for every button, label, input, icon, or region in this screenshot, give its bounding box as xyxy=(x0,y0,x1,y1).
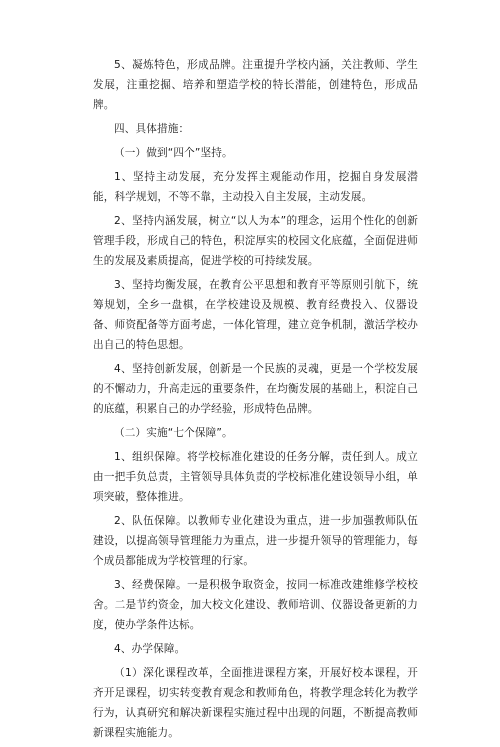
paragraph-team-guarantee: 2、队伍保障。以教师专业化建设为重点，进一步加强教师队伍建设，以提高领导管理能力为重点，进一步提升领导的管理能力，每个成员都能成为学校管理的行家。 xyxy=(93,515,418,567)
paragraph-innovative-development: 4、坚持创新发展，创新是一个民族的灵魂，更是一个学校发展的不懈动力，升高走远的重要条件，在均衡发展的基础上，积淀自己的底蕴，积累自己的办学经验，形成特色品牌。 xyxy=(93,363,418,415)
paragraph-organization-guarantee: 1、组织保障。将学校标准化建设的任务分解，责任到人。成立由一把手负总责，主管领导具体负责的学校标准化建设领导小组，单项突破，整体推进。 xyxy=(93,451,418,503)
subsection-heading-four-adherences: （一）做到“四个”坚持。 xyxy=(114,147,233,159)
paragraph-cultivate-brand: 5、凝炼特色，形成品牌。注重提升学校内涵，关注教师、学生发展，注重挖掘、培养和塑造学校的特长潜能，创建特色，形成品牌。 xyxy=(93,59,418,111)
paragraph-active-development: 1、坚持主动发展，充分发挥主观能动作用，挖掘自身发展潜能，科学规划，不等不靠，主动投入自主发展，主动发展。 xyxy=(93,171,418,203)
paragraph-schooling-guarantee: 4、办学保障。 xyxy=(114,643,186,655)
section-heading-specific-measures: 四、具体措施： xyxy=(114,123,190,135)
subsection-heading-seven-guarantees: （二）实施“七个保障”。 xyxy=(114,427,233,439)
document-body xyxy=(93,55,418,747)
paragraph-balanced-development: 3、坚持均衡发展，在教育公平思想和教育平等原则引航下，统筹规划，全乡一盘棋，在学校建设及规模、教育经费投入、仪器设备、师资配备等方面考虑，一体化管理，建立竞争机制，激活学校办出自己的特色思想。 xyxy=(93,279,418,351)
paragraph-curriculum-reform: （1）深化课程改革，全面推进课程方案，开展好校本课程，开齐开足课程，切实转变教育观念和教师角色，将教学理念转化为教学行为，认真研究和解决新课程实施过程中出现的问题，不断提高教师新课程实施能力。 xyxy=(93,667,418,739)
paragraph-funding-guarantee: 3、经费保障。一是积极争取资金，按同一标准改建维修学校校舍。二是节约资金，加大校文化建设、教师培训、仪器设备更新的力度，使办学条件达标。 xyxy=(93,579,418,631)
paragraph-connotative-development: 2、坚持内涵发展，树立“以人为本”的理念，运用个性化的创新管理手段，形成自己的特色，积淀厚实的校园文化底蕴，全面促进师生的发展及素质提高，促进学校的可持续发展。 xyxy=(93,215,418,267)
